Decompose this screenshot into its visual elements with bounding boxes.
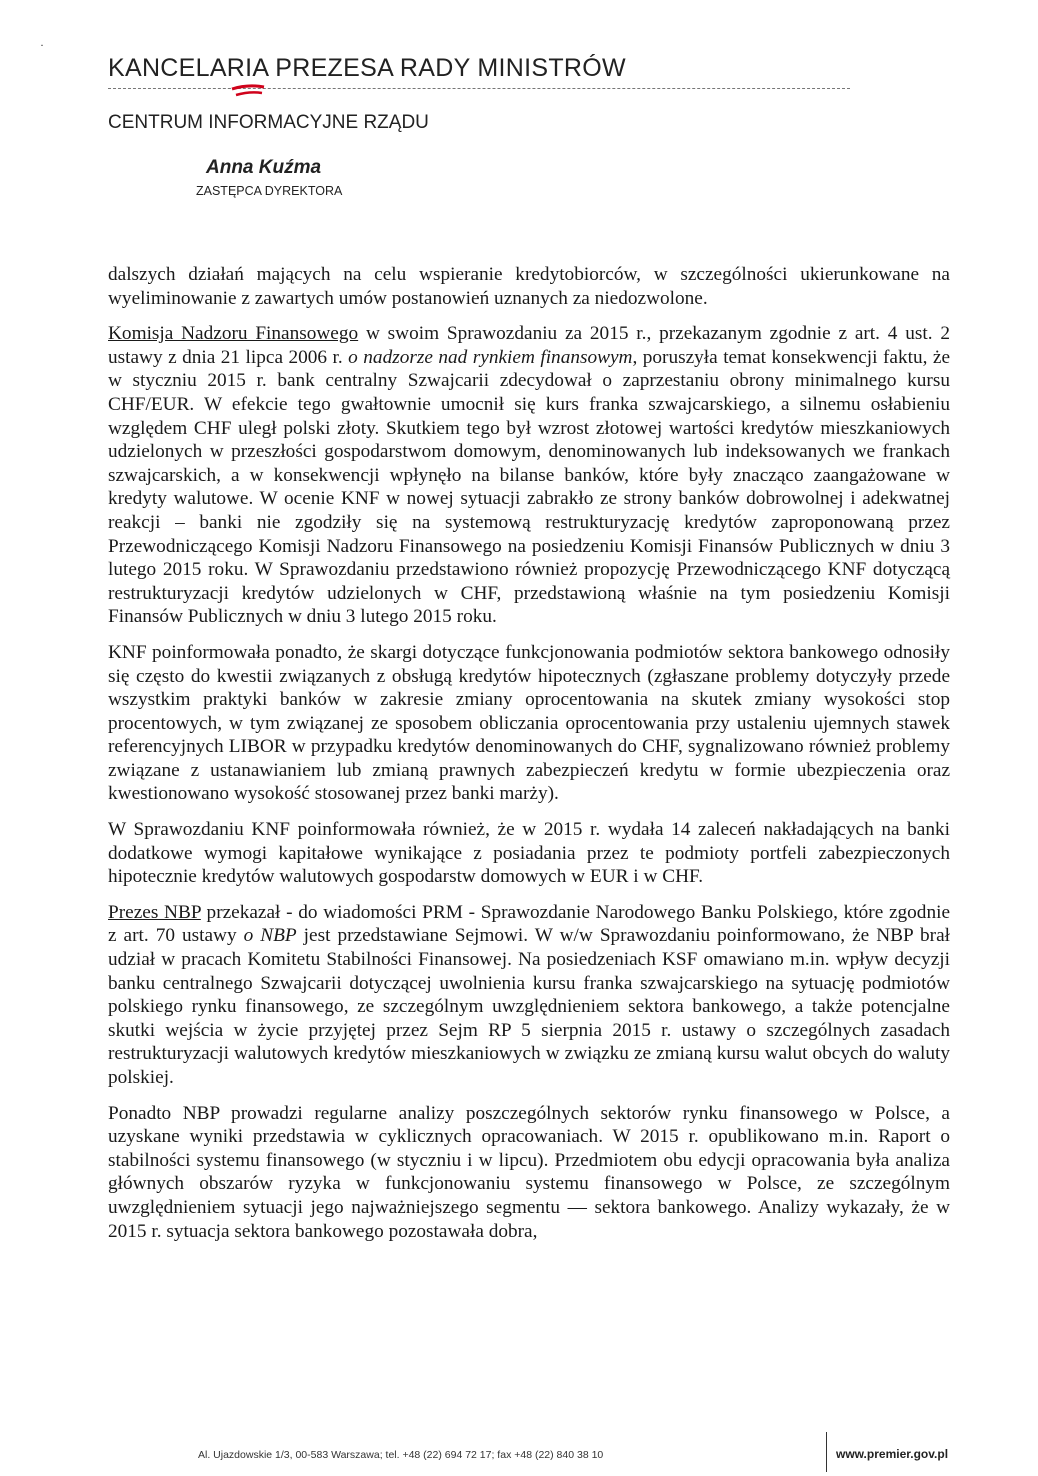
header-divider [108,88,850,89]
statute-title: o NBP [243,925,297,947]
paragraph [108,901,950,1090]
organization-name: KANCELARIA PREZESA RADY MINISTRÓW [108,54,626,82]
department-name: CENTRUM INFORMACYJNE RZĄDU [108,112,429,133]
paragraph-text: dalszych działań mających na celu wspieranie kredytobiorców, w szczególności ukierunkowane na wyeliminowanie z zawartych umów postanowień uznanych za niedozwolone. [108,264,950,309]
paragraph-text: , poruszyła temat konsekwencji faktu, że w styczniu 2015 r. bank centralny Szwajcarii zdecydował o zaprzestaniu obrony minimalnego kursu CHF/EUR. W efekcie tego gwałtownie umocnił się kurs franka szwajcarskiego, a silnemu osłabieniu względem CHF uległ polski złoty. Skutkiem tego był wzrost złotowej wartości kredytów mieszkaniowych udzielonych w przeszłości gospodarstwom domowym, denominowanych lub indeksowanych we frankach szwajcarskich, a w konsekwencji wpłynęło na bilanse banków, które były znacząco zaangażowane w kredyty walutowe. W ocenie KNF w nowej sytuacji zabrakło ze strony banków dobrowolnej i adekwatnej reakcji – banki nie zgodziły się na systemową restrukturyzację kredytów zaproponowaną przez Przewodniczącego Komisji Nadzoru Finansowego na posiedzeniu Komisji Finansów Publicznych w dniu 3 lutego 2015 roku. W Sprawozdaniu przedstawiono również propozycję Przewodniczącego KNF dotyczącą restrukturyzacji kredytów udzielonych w CHF, przedstawioną właśnie na tym posiedzeniu Komisji Finansów Publicznych w dniu 3 lutego 2015 roku. [108,346,950,628]
paragraph-heading-nbp: Prezes NBP [108,901,201,923]
paragraph-text: w swoim Sprawozdaniu za 2015 r., przekazanym zgodnie z art. 4 ust. 2 ustawy z dnia 21 lipca 2006 r. [108,323,950,368]
paragraph [108,1102,950,1244]
footer-divider [826,1432,827,1472]
paragraph-text: przekazał - do wiadomości PRM - Sprawozdanie Narodowego Banku Polskiego, które zgodnie z art. 70 ustawy [108,901,951,947]
paragraph [108,263,950,310]
paragraph [108,818,950,889]
signatory-name: Anna Kuźma [206,157,322,178]
paragraph-heading-knf: Komisja Nadzoru Finansowego [108,323,359,345]
paragraph-text: Ponadto NBP prowadzi regularne analizy poszczególnych sektorów rynku finansowego w Polsce, a uzyskane wyniki przedstawia w cyklicznych opracowaniach. W 2015 r. opublikowano m.in. Raport o stabilności systemu finansowego (w styczniu i w lipcu). Przedmiotem obu edycji opracowania była analiza głównych obszarów ryzyka w funkcjonowaniu systemu finansowego w Polsce, ze szczególnym uwzględnieniem sytuacji jego najważniejszego segmentu — sektora bankowego. Analizy wykazały, że w 2015 r. sytuacja sektora bankowego pozostawała dobra, [108,1102,950,1242]
footer-website-link[interactable]: www.premier.gov.pl [836,1447,949,1461]
flag-emblem-icon [228,84,268,98]
signatory-role: ZASTĘPCA DYREKTORA [196,184,343,198]
paragraph-text: jest przedstawiane Sejmowi. W w/w Sprawozdaniu poinformowano, że NBP brał udział w pracach Komitetu Stabilności Finansowej. Na posiedzeniach KSF omawiano m.in. wpływ decyzji banku centralnego Szwajcarii dotyczącej uwolnienia kursu franka szwajcarskiego na sytuację podmiotów polskiego rynku finansowego, ze szczególnym uwzględnieniem sektora bankowego, a także potencjalne skutki wejścia w życie przyjętej przez Sejm RP 5 sierpnia 2015 r. ustawy o szczególnych zasadach restrukturyzacji walutowych kredytów mieszkaniowych w związku ze zmianą kursu walut obcych do waluty polskiej. [108,925,950,1088]
statute-title: o nadzorze nad rynkiem finansowym [348,346,633,368]
letter-body [108,263,950,1255]
paragraph [108,322,950,629]
paragraph-text: KNF poinformowała ponadto, że skargi dotyczące funkcjonowania podmiotów sektora bankowego odnosiły się często do kwestii związanych z obsługą kredytów hipotecznych (zgłaszane problemy dotyczyły przede wszystkim praktyki banków w zakresie zmiany oprocentowania na skutek zmiany wysokości stop procentowych, w tym związanej ze sposobem obliczania oprocentowania przy ustaleniu ujemnych stawek referencyjnych LIBOR w przypadku kredytów denominowanych do CHF, sygnalizowano również problemy związane z ustanawianiem lub zmianą prawnych zabezpieczeń kredytu w formie ubezpieczenia oraz kwestionowano wysokość stosowanej przez banki marży). [108,641,950,805]
page-corner-mark: · [40,38,44,52]
paragraph [108,641,950,806]
paragraph-text: W Sprawozdaniu KNF poinformowała również, że w 2015 r. wydała 14 zaleceń nakładających na banki dodatkowe wymogi kapitałowe wynikające z posiadania przez te podmioty portfeli zabezpieczonych hipotecznie kredytów walutowych gospodarstw domowych w EUR i w CHF. [108,819,950,888]
footer-address: Al. Ujazdowskie 1/3, 00-583 Warszawa; tel. +48 (22) 694 72 17; fax +48 (22) 840 38 10 [198,1449,604,1461]
